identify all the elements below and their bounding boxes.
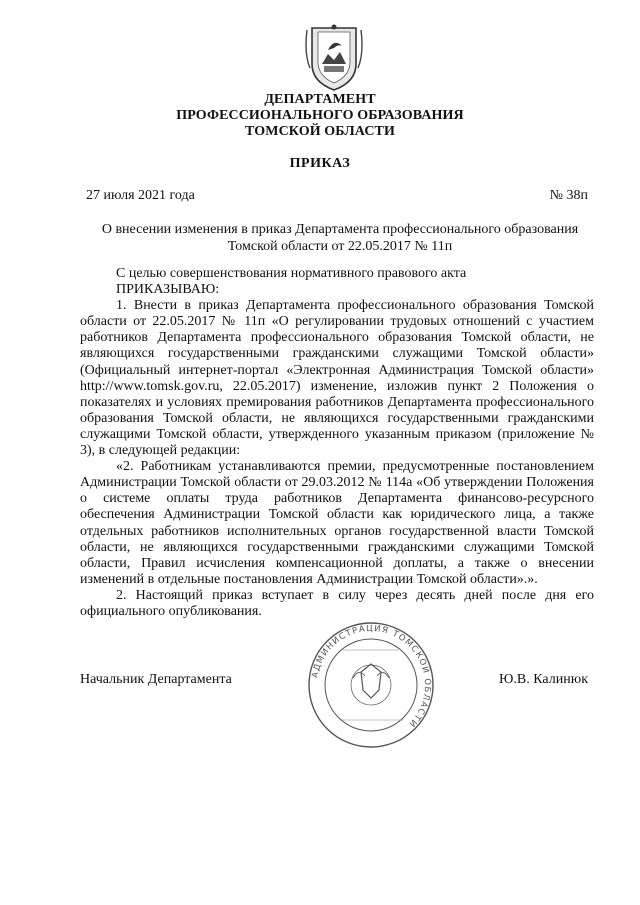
document-number: № 38п — [549, 188, 588, 203]
order-word: ПРИКАЗЫВАЮ: — [116, 282, 220, 298]
subject-line-2: Томской области от 22.05.2017 № 11п — [227, 239, 453, 254]
signatory-title: Начальник Департамента — [80, 672, 232, 687]
official-seal — [303, 620, 439, 750]
document-body — [80, 266, 594, 620]
header-line-3: ТОМСКОЙ ОБЛАСТИ — [245, 124, 395, 139]
header-line-1: ДЕПАРТАМЕНТ — [264, 92, 376, 107]
signatory-name: Ю.В. Калинюк — [499, 672, 588, 687]
document-date: 27 июля 2021 года — [86, 188, 195, 203]
document-subject — [90, 221, 590, 255]
item-2-paragraph: 2. Настоящий приказ вступает в силу через десять дней после дня его официального опубликования. — [80, 587, 594, 619]
coat-of-arms-emblem — [304, 24, 364, 92]
subject-line-1: О внесении изменения в приказ Департамента профессионального образования — [101, 222, 579, 237]
document-type: ПРИКАЗ — [289, 156, 351, 171]
header-line-2: ПРОФЕССИОНАЛЬНОГО ОБРАЗОВАНИЯ — [176, 108, 464, 123]
quote-paragraph: «2. Работникам устанавливаются премии, предусмотренные постановлением Администрации Томской области от 29.03.2012 № 114а «Об утверждении Положения о системе оплаты труда работников Департамента финансово-ресурсного обеспечения Администрации Томской области как юридического лица, а также отдельных работников исполнительных органов государственной власти Томской области, не являющихся государственными гражданскими служащими Томской области, Правил исчисления компенсационной доплаты, а также о внесении изменений в отдельные постановления Администрации Томской области».». — [80, 459, 594, 587]
department-header — [0, 92, 640, 140]
item-1-paragraph: 1. Внести в приказ Департамента профессионального образования Томской области от 22.05.2017 № 11п «О регулировании трудовых отношений с участием работников Департамента профессионального образования Томской области, не являющихся государственными гражданскими служащими Томской области» (Официальный интернет-портал «Электронная Администрация Томской области» http://www.tomsk.gov.ru, 22.05.2017) изменение, изложив пункт 2 Положения о показателях и условиях премирования работников Департамента профессионального образования Томской области, не являющихся государственными гражданскими служащими Томской области, утвержденного указанным приказом (приложение № 3), в следующей редакции: — [80, 298, 594, 459]
purpose-paragraph: С целью совершенствования нормативного правового акта — [116, 266, 467, 281]
seal-outer-text: АДМИНИСТРАЦИЯ ТОМСКОЙ ОБЛАСТИ — [310, 623, 433, 730]
